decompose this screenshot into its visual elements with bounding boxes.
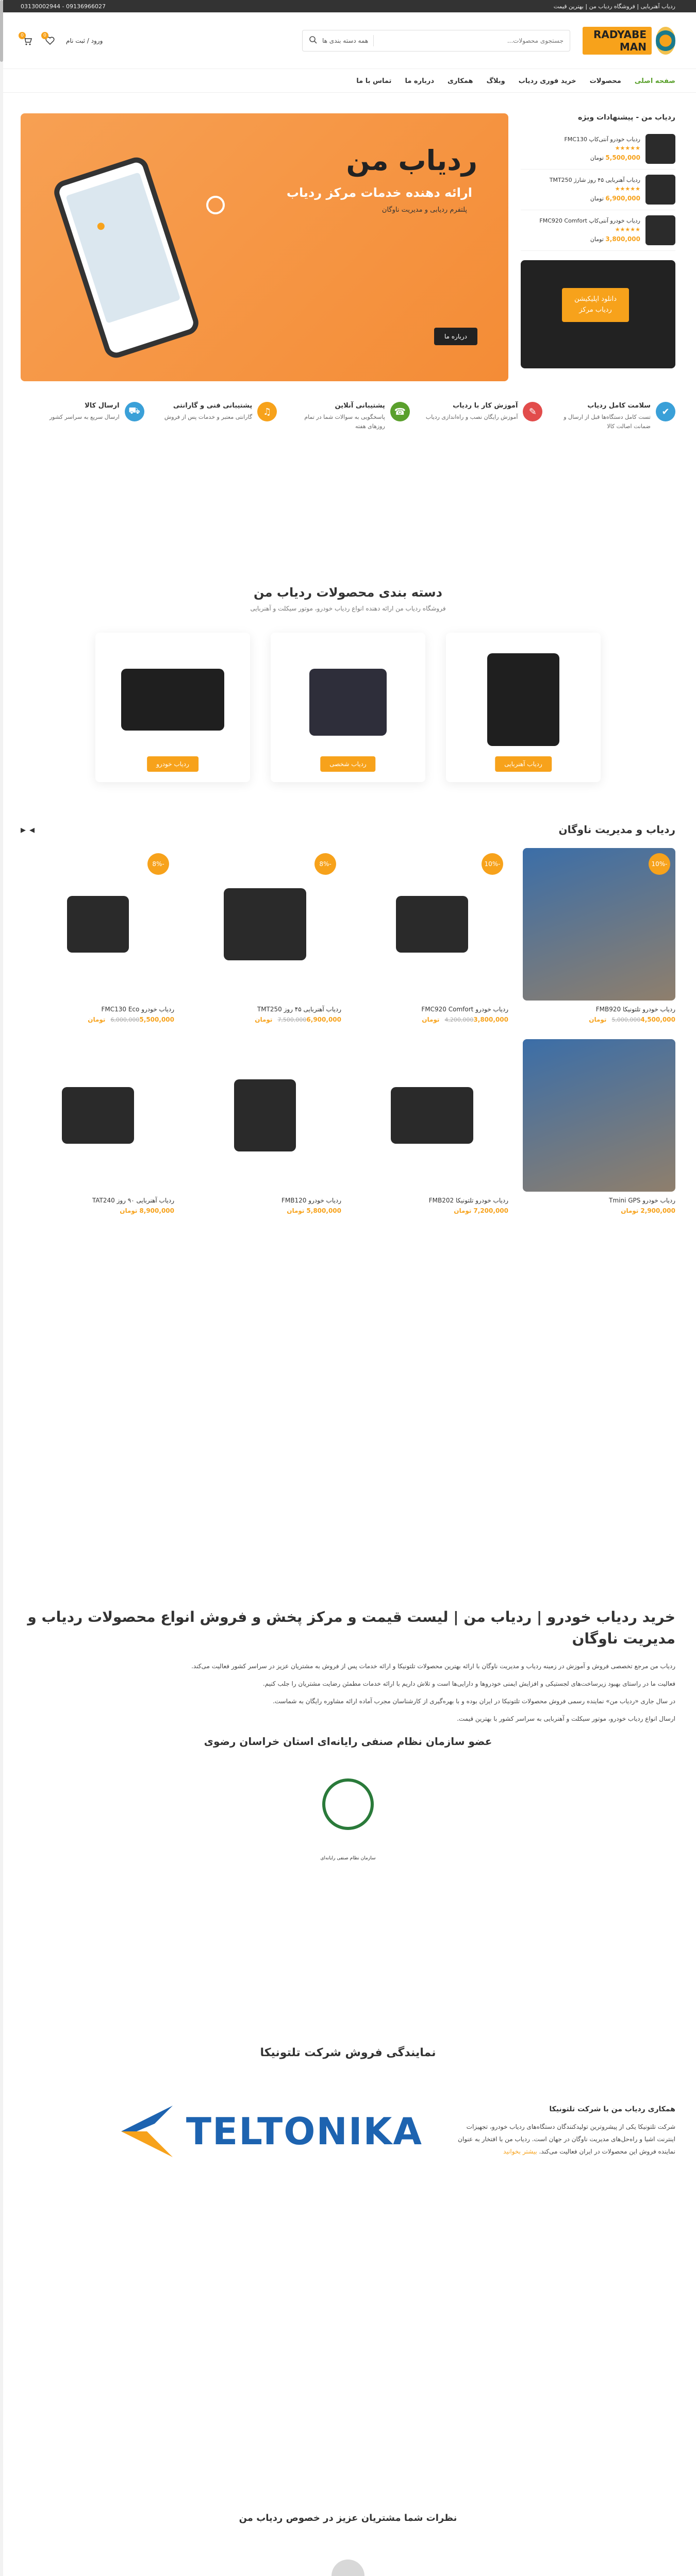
product-image[interactable]	[356, 1039, 508, 1192]
product-card[interactable]	[22, 1039, 174, 1215]
nav-item-home[interactable]: صفحه اصلی	[634, 77, 675, 85]
device-image	[396, 896, 468, 953]
nav-item-contact[interactable]: تماس با ما	[356, 77, 392, 85]
hero-title: ردیاب من	[346, 144, 477, 177]
about-paragraph: فعالیت ما در راستای بهبود زیرساخت‌های لجستیکی و افزایش ایمنی خودروها و دارایی‌ها است و تلاش داریم با ارائه خدمات مطمئن رضایت مشتریان را جلب کنیم.	[262, 1680, 675, 1688]
offer-unit: تومان	[590, 195, 604, 202]
product-name[interactable]: ردیاب آهنربایی ۹۰ روز TAT240	[92, 1197, 174, 1205]
price-unit: تومان	[255, 1016, 273, 1024]
offer-rating: ★★★★★	[615, 226, 640, 233]
feature-text: ارسال سریع به سراسر کشور	[49, 414, 120, 420]
discount-badge: -10%	[649, 853, 670, 875]
offer-name[interactable]: ردیاب آهنربایی ۴۵ روز شارژ TMT250	[549, 176, 640, 183]
product-price: 6,900,000	[306, 1016, 341, 1024]
price-unit: تومان	[589, 1016, 607, 1024]
offer-item[interactable]	[521, 170, 675, 210]
product-price: 7,200,000	[473, 1207, 508, 1215]
nav-item-blog[interactable]: وبلاگ	[486, 77, 505, 85]
headset-icon: ♫	[257, 402, 277, 421]
offer-thumb[interactable]	[645, 215, 675, 245]
price-unit: تومان	[454, 1207, 472, 1215]
search-bar	[302, 30, 570, 52]
truck-icon: ⛟	[125, 402, 144, 421]
car-tracker-image	[121, 669, 224, 731]
site-header	[0, 12, 696, 69]
product-price: 8,900,000	[139, 1207, 174, 1215]
discount-badge: -8%	[147, 853, 169, 875]
discount-badge: -8%	[314, 853, 336, 875]
product-name[interactable]: ردیاب خودرو FMB120	[281, 1197, 341, 1205]
products-nav-icon[interactable]: ◂ ▸	[21, 823, 35, 836]
product-name[interactable]: ردیاب خودرو تلتونیکا FMB202	[428, 1197, 508, 1205]
products-section	[0, 803, 696, 1235]
offer-unit: تومان	[590, 236, 604, 243]
offer-rating: ★★★★★	[615, 185, 640, 193]
category-button[interactable]: ردیاب شخصی	[320, 756, 375, 772]
location-pin-icon	[206, 196, 225, 214]
product-card[interactable]	[523, 1039, 675, 1215]
avatar	[332, 2560, 364, 2576]
product-name[interactable]: ردیاب خودرو Tmini GPS	[609, 1197, 675, 1205]
hero-subtitle: ارائه دهنده خدمات مرکز ردیاب	[286, 185, 472, 200]
feature-item	[21, 402, 144, 431]
feature-item	[154, 402, 277, 431]
teltonika-logo	[21, 2100, 423, 2162]
wishlist-button[interactable]	[43, 34, 57, 47]
about-paragraph: ردیاب من مرجع تخصصی فروش و آموزش در زمینه ردیاب و مدیریت ناوگان با ارائه بهترین محصولات تلتونیکا و ارائه خدمات پس از فروش به مشتریان عزیز در سراسر کشور فعالیت می‌کند.	[191, 1663, 675, 1670]
price-unit: تومان	[422, 1016, 440, 1024]
categories-section	[0, 451, 696, 803]
product-price: 3,800,000	[473, 1016, 508, 1024]
teltonika-title: نمایندگی فروش شرکت تلتونیکا	[260, 2046, 436, 2060]
logo-icon	[656, 27, 675, 55]
feature-text: تست کامل دستگاه‌ها قبل از ارسال و ضمانت اصالت کالا	[564, 414, 651, 430]
product-name[interactable]: ردیاب آهنربایی ۴۵ روز TMT250	[257, 1006, 341, 1013]
product-image[interactable]	[189, 1039, 341, 1192]
product-image[interactable]	[356, 848, 508, 1001]
offer-thumb[interactable]	[645, 134, 675, 164]
old-price: 6,000,000	[110, 1016, 140, 1024]
product-price: 5,500,000	[139, 1016, 174, 1024]
personal-tracker-image	[309, 669, 387, 736]
offer-name[interactable]: ردیاب خودرو آنتی‌کاپ FMC130	[564, 135, 640, 143]
product-card[interactable]	[189, 848, 341, 1024]
feature-text: پاسخگویی به سوالات شما در تمام روزهای هفته	[304, 414, 385, 430]
offer-rating: ★★★★★	[615, 145, 640, 152]
feature-title: آموزش کار با ردیاب	[453, 402, 518, 410]
search-input[interactable]	[379, 37, 564, 44]
wishlist-count: 0	[41, 32, 48, 39]
product-name[interactable]: ردیاب خودرو تلتونیکا FMB920	[595, 1006, 675, 1013]
top-bar-phone[interactable]: 09136966027 - 03130002944	[21, 3, 106, 10]
price-unit: تومان	[88, 1016, 106, 1024]
product-card[interactable]	[356, 1039, 508, 1215]
app-promo-text: دانلود اپلیکیشن ردیاب مرکز	[562, 288, 629, 322]
nav-item-about[interactable]: درباره ما	[405, 77, 434, 85]
about-title: خرید ردیاب خودرو | ردیاب من | لیست قیمت و مرکز پخش و فروش انواع محصولات ردیاب و مدیریت ناوگان	[27, 1608, 675, 1648]
product-card[interactable]	[189, 1039, 341, 1215]
feature-title: ارسال کالا	[85, 402, 120, 410]
cart-count: 0	[19, 32, 26, 39]
feature-text: گارانتی معتبر و خدمات پس از فروش	[164, 414, 253, 420]
about-section	[0, 1235, 696, 1882]
price-unit: تومان	[120, 1207, 138, 1215]
offer-item[interactable]	[521, 210, 675, 251]
category-card[interactable]	[95, 633, 250, 782]
cart-button[interactable]	[21, 34, 34, 47]
logo-text: RADYABE MAN	[583, 27, 652, 55]
feature-item	[552, 402, 675, 431]
phone-icon: ☎	[390, 402, 410, 421]
site-logo[interactable]	[583, 27, 675, 55]
product-price: 2,900,000	[640, 1207, 675, 1215]
nav-item-quick-buy[interactable]: خرید فوری ردیاب	[518, 77, 576, 85]
feature-item	[419, 402, 543, 431]
product-name[interactable]: ردیاب خودرو FMC920 Comfort	[421, 1006, 508, 1013]
about-paragraph: در سال جاری «ردیاب من» نماینده رسمی فروش محصولات تلتونیکا در ایران بوده و با بهره‌گیری از کارشناسان مجرب آماده ارائه مشاوره رایگان به شماست.	[273, 1698, 675, 1705]
product-image[interactable]	[523, 848, 675, 1001]
offer-name[interactable]: ردیاب خودرو آنتی‌کاپ FMC920 Comfort	[539, 217, 640, 224]
device-image	[224, 888, 306, 960]
teltonika-heading: همکاری ردیاب من با شرکت تلتونیکا	[549, 2105, 675, 2114]
old-price: 4,200,000	[444, 1016, 474, 1024]
hero-section	[0, 93, 696, 402]
scrollbar-thumb[interactable]	[0, 0, 3, 62]
seal-icon	[322, 1778, 374, 1830]
special-offers-title: ردیاب من - پیشنهادات ویژه	[578, 113, 675, 122]
guild-seal[interactable]	[314, 1778, 382, 1861]
offer-thumb[interactable]	[645, 175, 675, 205]
features-row	[0, 402, 696, 451]
product-card[interactable]	[523, 848, 675, 1024]
app-promo-banner[interactable]	[521, 260, 675, 368]
car-marker-icon	[96, 222, 106, 231]
feature-title: پشتیبانی آنلاین	[335, 402, 385, 410]
main-nav	[0, 69, 696, 93]
category-button[interactable]: ردیاب آهنربایی	[495, 756, 552, 772]
device-image	[234, 1079, 296, 1151]
login-link[interactable]: ورود / ثبت نام	[66, 37, 103, 44]
offer-price: 6,900,000	[605, 195, 640, 202]
feature-title: پشتیبانی فنی و گارانتی	[173, 402, 253, 410]
product-image[interactable]	[22, 1039, 174, 1192]
nav-item-products[interactable]: محصولات	[589, 77, 621, 85]
feature-item	[286, 402, 410, 431]
feature-text: آموزش رایگان نصب و راه‌اندازی ردیاب	[425, 414, 518, 420]
nav-item-cooperation[interactable]: همکاری	[448, 77, 473, 85]
map-illustration	[65, 172, 180, 324]
top-bar	[0, 0, 696, 12]
product-image[interactable]	[22, 848, 174, 1001]
product-price: 4,500,000	[640, 1016, 675, 1024]
device-image	[62, 1087, 134, 1144]
product-name[interactable]: ردیاب خودرو FMC130 Eco	[101, 1006, 174, 1013]
teltonika-text: شرکت تلتونیکا یکی از پیشروترین تولیدکنندگان دستگاه‌های ردیاب خودرو، تجهیزات اینترنت اشیا و راه‌حل‌های مدیریت ناوگان در جهان است. ردیاب من با افتخار به عنوان نماینده فروش این محصولات در ایران فعالیت می‌کند. بیشتر بخوانید	[458, 2123, 675, 2156]
product-price: 5,800,000	[306, 1207, 341, 1215]
product-card[interactable]	[22, 848, 174, 1024]
special-offers	[521, 113, 675, 381]
products-title: ردیاب و مدیریت ناوگان	[558, 823, 675, 836]
search-divider	[373, 35, 374, 46]
device-image	[391, 1087, 473, 1144]
top-bar-text: ردیاب آهنربایی | فروشگاه ردیاب من | بهترین قیمت	[553, 3, 675, 10]
device-image	[67, 896, 129, 953]
old-price: 5,000,000	[611, 1016, 641, 1024]
product-grid	[21, 848, 675, 1215]
seal-text: سازمان نظام صنفی رایانه‌ای	[320, 1856, 376, 1861]
shield-icon: ✔	[656, 402, 675, 421]
teltonika-section	[0, 1882, 696, 2183]
offer-unit: تومان	[590, 155, 604, 161]
search-category-select[interactable]: همه دسته بندی ها	[322, 37, 369, 44]
category-card[interactable]	[271, 633, 425, 782]
page-scrollbar[interactable]	[0, 0, 3, 2576]
product-image[interactable]	[189, 848, 341, 1001]
phone-illustration	[51, 154, 202, 361]
review-section	[0, 2183, 696, 2576]
hero-banner[interactable]	[21, 113, 508, 381]
old-price: 7,500,000	[277, 1016, 307, 1024]
membership-title: عضو سازمان نظام صنفی رایانه‌ای استان خراسان رضوی	[204, 1735, 492, 1748]
read-more-link[interactable]: بیشتر بخوانید	[503, 2148, 537, 2156]
category-button[interactable]: ردیاب خودرو	[147, 756, 198, 772]
category-card[interactable]	[446, 633, 601, 782]
offer-price: 3,800,000	[605, 235, 640, 243]
search-icon[interactable]	[309, 36, 317, 46]
review-title: نظرات شما مشتریان عزیز در خصوص ردیاب من	[239, 2513, 457, 2524]
header-actions	[21, 34, 103, 47]
categories-title: دسته بندی محصولات ردیاب من	[254, 585, 442, 600]
price-unit: تومان	[621, 1207, 639, 1215]
discount-badge: -10%	[482, 853, 503, 875]
feature-title: سلامت کامل ردیاب	[587, 402, 651, 410]
teltonika-wordmark: TELTONIKA	[186, 2110, 423, 2154]
hero-more-button[interactable]: درباره ما	[434, 328, 477, 345]
magnetic-tracker-image	[487, 653, 559, 746]
teltonika-emblem-icon	[116, 2100, 178, 2162]
categories-subtitle: فروشگاه ردیاب من ارائه دهنده انواع ردیاب خودرو، موتور سیکلت و آهنربایی	[250, 605, 446, 613]
offer-price: 5,500,000	[605, 154, 640, 161]
about-paragraph: ارسال انواع ردیاب خودرو، موتور سیکلت و آهنربایی به سراسر کشور با بهترین قیمت.	[457, 1715, 675, 1723]
product-card[interactable]	[356, 848, 508, 1024]
hero-tagline: پلتفرم ردیابی و مدیریت ناوگان	[382, 206, 467, 214]
product-image[interactable]	[523, 1039, 675, 1192]
book-icon: ✎	[523, 402, 542, 421]
price-unit: تومان	[287, 1207, 305, 1215]
offer-item[interactable]	[521, 129, 675, 170]
